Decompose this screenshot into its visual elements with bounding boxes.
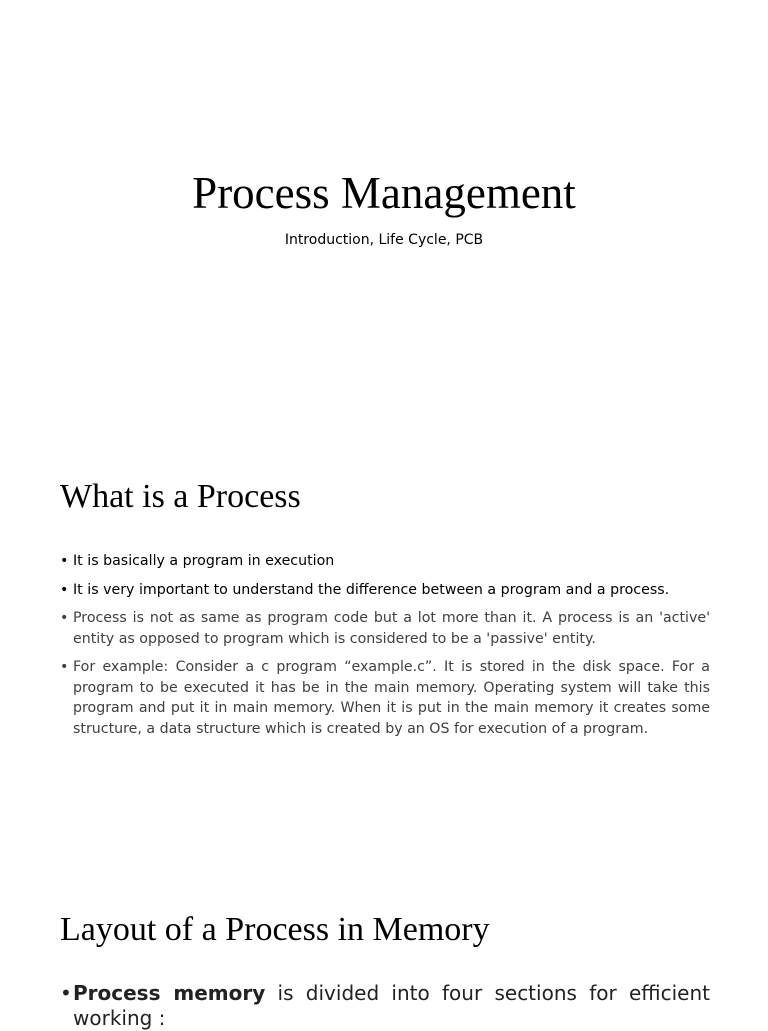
section-heading-what-is-process: What is a Process bbox=[60, 478, 301, 515]
bullet-text: is divided into four sections for efficient working : bbox=[73, 981, 710, 1030]
bullet-item: • For example: Consider a c program “example.c”. It is stored in the disk space. For a program to be executed it has be in the main memory. Operating system will take this program and put it in main memory. When it is put in the main memory it creates some structure, a data structure which is created by an OS for execution of a program. bbox=[60, 657, 710, 739]
bullet-list-what-is-process bbox=[60, 551, 710, 747]
page-subtitle: Introduction, Life Cycle, PCB bbox=[284, 232, 484, 248]
bullet-bold-term: Process memory bbox=[73, 981, 266, 1005]
bullet-item: • It is basically a program in execution bbox=[60, 551, 710, 572]
page-title: Process Management bbox=[192, 168, 576, 218]
bullet-item: • It is very important to understand the difference between a program and a process. bbox=[60, 580, 710, 601]
section-heading-layout: Layout of a Process in Memory bbox=[60, 911, 490, 948]
bullet-item: • Process is not as same as program code but a lot more than it. A process is an 'active' entity as opposed to program which is considered to be a 'passive' entity. bbox=[60, 608, 710, 649]
